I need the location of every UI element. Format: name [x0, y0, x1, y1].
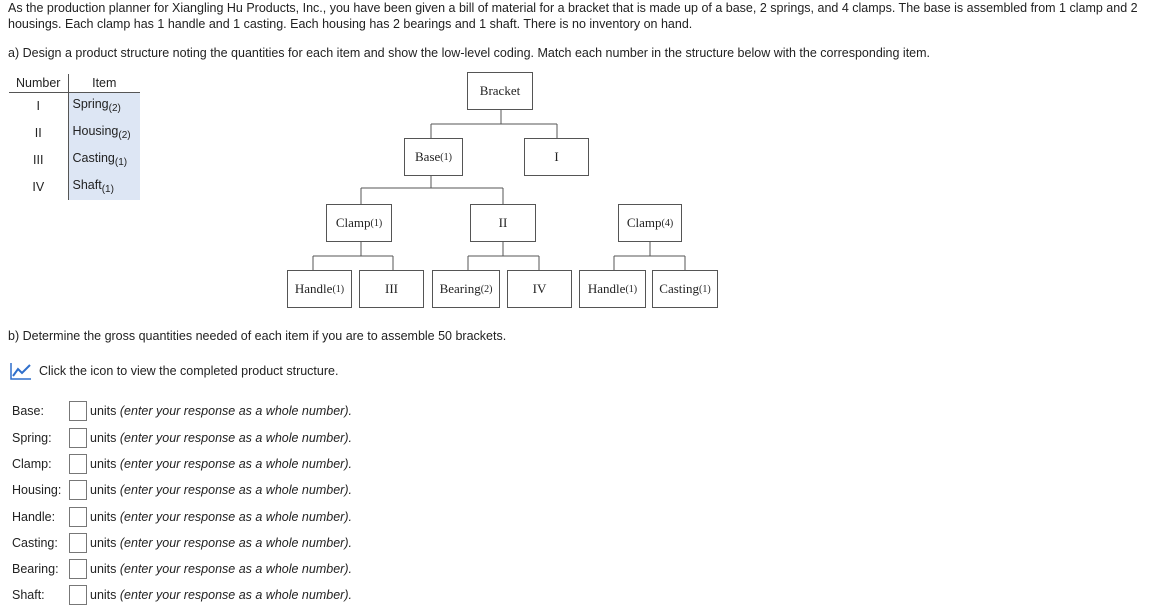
bracket-node: Bracket — [467, 72, 533, 110]
casting-node-2: Casting (1) — [652, 270, 718, 308]
bearing-node: Bearing (2) — [432, 270, 500, 308]
item-select[interactable]: Housing$_{(2)}$ — [68, 119, 140, 146]
answer-label: Housing: — [12, 483, 62, 497]
clamp-node-bracket: Clamp (4) — [618, 204, 682, 242]
table-row — [9, 119, 140, 146]
handle-node-1: Handle (1) — [287, 270, 352, 308]
part-b-instructions: b) Determine the gross quantities needed of each item if you are to assemble 50 brackets. — [8, 329, 507, 343]
casting-input[interactable] — [69, 533, 87, 553]
answer-row-base: Base: units (enter your response as a whole number). — [12, 401, 352, 421]
number-header: Number — [9, 74, 68, 92]
base-input[interactable] — [69, 401, 87, 421]
table-row — [9, 173, 140, 200]
answer-row-casting: Casting: units (enter your response as a whole number). — [12, 533, 352, 553]
answer-label: Casting: — [12, 536, 58, 550]
casting-number-node: III — [359, 270, 424, 308]
answer-label: Clamp: — [12, 457, 52, 471]
housing-number-node: II — [470, 204, 536, 242]
item-select[interactable]: Casting$_{(1)}$ — [68, 146, 140, 173]
problem-statement: As the production planner for Xiangling Hu Products, Inc., you have been given a bill of material for a bracket that is made up of a base, 2 springs, and 4 clamps. The base is assembled from 1 clamp and 2 housings. Each clamp has 1 handle and 1 casting. Each housing has 2 bearings and 1 shaft. There is no inventory on hand. — [8, 1, 1138, 31]
handle-node-2: Handle (1) — [579, 270, 646, 308]
answer-label: Spring: — [12, 431, 52, 445]
clamp-node-base: Clamp (1) — [326, 204, 392, 242]
answer-row-shaft: Shaft: units (enter your response as a whole number). — [12, 585, 352, 605]
spring-input[interactable] — [69, 428, 87, 448]
base-node: Base (1) — [404, 138, 463, 176]
matching-table — [9, 74, 140, 200]
row-number: II — [9, 119, 68, 146]
answer-label: Handle: — [12, 510, 56, 524]
item-header: Item — [68, 74, 140, 92]
row-number: I — [9, 92, 68, 119]
part-a-instructions: a) Design a product structure noting the quantities for each item and show the low-level coding. Match each number in the structure below with the corresponding item. — [8, 46, 931, 60]
answer-label: Base: — [12, 404, 44, 418]
answer-row-spring: Spring: units (enter your response as a whole number). — [12, 428, 352, 448]
row-number: III — [9, 146, 68, 173]
item-select[interactable]: Shaft$_{(1)}$ — [68, 173, 140, 200]
answer-row-handle: Handle: units (enter your response as a whole number). — [12, 507, 352, 527]
clamp-input[interactable] — [69, 454, 87, 474]
shaft-number-node: IV — [507, 270, 572, 308]
handle-input[interactable] — [69, 507, 87, 527]
table-row — [9, 92, 140, 119]
row-number: IV — [9, 173, 68, 200]
spring-number-node: I — [524, 138, 589, 176]
chart-icon[interactable] — [10, 362, 32, 380]
answer-label: Bearing: — [12, 562, 59, 576]
housing-input[interactable] — [69, 480, 87, 500]
item-select[interactable]: Spring$_{(2)}$ — [68, 92, 140, 119]
shaft-input[interactable] — [69, 585, 87, 605]
answer-row-clamp: Clamp: units (enter your response as a whole number). — [12, 454, 352, 474]
bearing-input[interactable] — [69, 559, 87, 579]
answer-row-bearing: Bearing: units (enter your response as a whole number). — [12, 559, 352, 579]
answer-label: Shaft: — [12, 588, 45, 602]
table-row — [9, 146, 140, 173]
hint-text: Click the icon to view the completed product structure. — [39, 364, 339, 378]
hint-row — [10, 362, 338, 380]
answer-row-housing: Housing: units (enter your response as a whole number). — [12, 480, 352, 500]
